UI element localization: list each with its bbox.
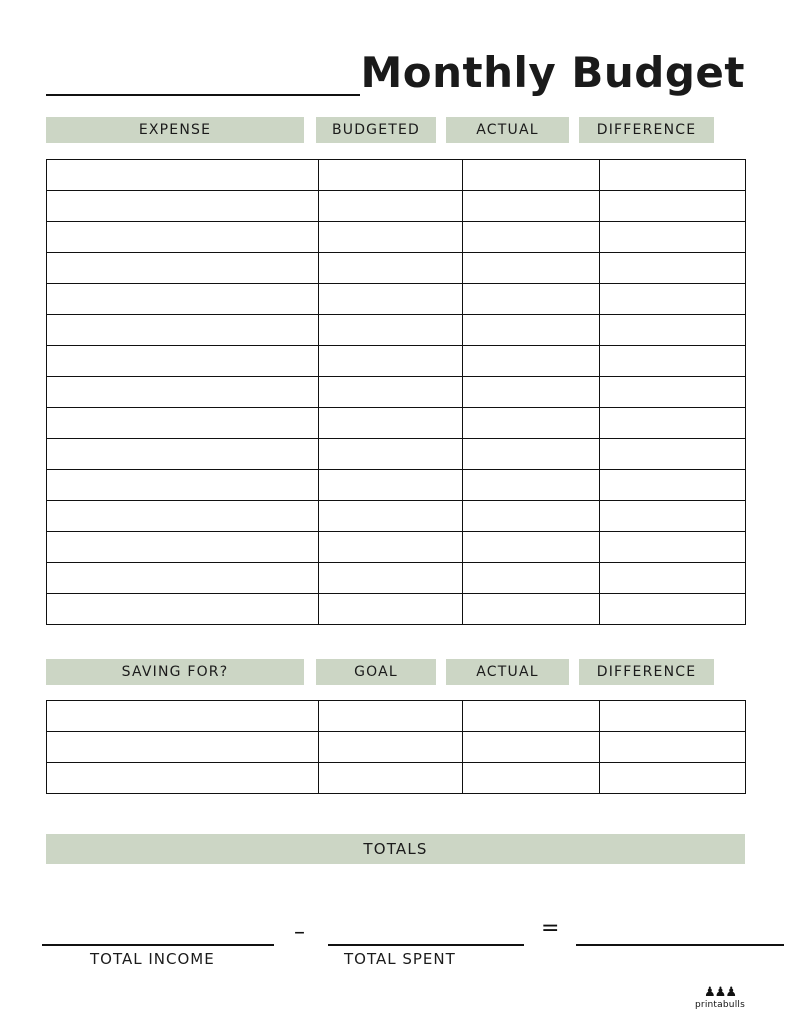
cell-actual[interactable] xyxy=(463,732,600,763)
spacer xyxy=(436,659,446,685)
cell-actual[interactable] xyxy=(463,594,600,625)
cell-actual[interactable] xyxy=(463,191,600,222)
cell-actual[interactable] xyxy=(463,763,600,794)
cell-difference[interactable] xyxy=(600,253,746,284)
table-row[interactable] xyxy=(47,470,746,501)
total-spent-line[interactable] xyxy=(328,944,524,946)
cell-goal[interactable] xyxy=(319,701,463,732)
cell-actual[interactable] xyxy=(463,253,600,284)
table-row[interactable] xyxy=(47,160,746,191)
cell-budgeted[interactable] xyxy=(319,408,463,439)
table-row[interactable] xyxy=(47,701,746,732)
savings-table xyxy=(46,700,746,794)
cell-expense[interactable] xyxy=(47,253,319,284)
cell-budgeted[interactable] xyxy=(319,377,463,408)
cell-goal[interactable] xyxy=(319,763,463,794)
header-label-actual: ACTUAL xyxy=(476,122,539,138)
cell-expense[interactable] xyxy=(47,377,319,408)
total-income-line[interactable] xyxy=(42,944,274,946)
header-label-budgeted: BUDGETED xyxy=(331,122,421,138)
header-cell-saving-for xyxy=(46,659,304,685)
header-label-saving-for: SAVING FOR? xyxy=(121,664,229,680)
cell-actual[interactable] xyxy=(463,408,600,439)
cell-difference[interactable] xyxy=(600,732,746,763)
cell-budgeted[interactable] xyxy=(319,284,463,315)
cell-expense[interactable] xyxy=(47,532,319,563)
cell-expense[interactable] xyxy=(47,470,319,501)
cell-actual[interactable] xyxy=(463,532,600,563)
totals-equation xyxy=(36,918,755,988)
month-write-in-line[interactable] xyxy=(46,50,360,96)
cell-saving-for[interactable] xyxy=(47,701,319,732)
header-label-goal: GOAL xyxy=(354,664,398,680)
expense-table-body xyxy=(47,160,746,625)
header-cell-budgeted xyxy=(316,117,436,143)
cell-expense[interactable] xyxy=(47,160,319,191)
cell-budgeted[interactable] xyxy=(319,346,463,377)
expense-table xyxy=(46,159,746,625)
cell-budgeted[interactable] xyxy=(319,501,463,532)
cell-budgeted[interactable] xyxy=(319,191,463,222)
cell-difference[interactable] xyxy=(600,763,746,794)
cell-actual[interactable] xyxy=(463,563,600,594)
table-row[interactable] xyxy=(47,439,746,470)
table-row[interactable] xyxy=(47,191,746,222)
cell-actual[interactable] xyxy=(463,315,600,346)
cell-actual[interactable] xyxy=(463,346,600,377)
cell-actual[interactable] xyxy=(463,222,600,253)
cell-budgeted[interactable] xyxy=(319,594,463,625)
totals-label: TOTALS xyxy=(363,840,428,858)
table-row[interactable] xyxy=(47,315,746,346)
cell-budgeted[interactable] xyxy=(319,160,463,191)
cell-expense[interactable] xyxy=(47,222,319,253)
total-spent-label: TOTAL SPENT xyxy=(344,950,456,968)
cell-budgeted[interactable] xyxy=(319,222,463,253)
table-row[interactable] xyxy=(47,763,746,794)
table-row[interactable] xyxy=(47,532,746,563)
cell-difference[interactable] xyxy=(600,191,746,222)
table-row[interactable] xyxy=(47,732,746,763)
table-row[interactable] xyxy=(47,253,746,284)
savings-column-headers xyxy=(46,659,745,685)
table-row[interactable] xyxy=(47,377,746,408)
table-row[interactable] xyxy=(47,346,746,377)
cell-difference[interactable] xyxy=(600,439,746,470)
cell-difference[interactable] xyxy=(600,594,746,625)
brand-name: printabulls xyxy=(695,1000,745,1010)
table-row[interactable] xyxy=(47,563,746,594)
savings-table-body xyxy=(47,701,746,794)
cell-expense[interactable] xyxy=(47,439,319,470)
remaining-line[interactable] xyxy=(576,944,784,946)
cell-saving-for[interactable] xyxy=(47,732,319,763)
cell-budgeted[interactable] xyxy=(319,470,463,501)
spacer xyxy=(304,659,316,685)
bull-icon: ♟♟♟ xyxy=(704,985,736,1000)
cell-budgeted[interactable] xyxy=(319,315,463,346)
header-label-difference: DIFFERENCE xyxy=(596,122,697,138)
spacer xyxy=(569,659,579,685)
table-row[interactable] xyxy=(47,284,746,315)
cell-difference[interactable] xyxy=(600,470,746,501)
total-income-label: TOTAL INCOME xyxy=(90,950,215,968)
cell-budgeted[interactable] xyxy=(319,563,463,594)
cell-difference[interactable] xyxy=(600,377,746,408)
totals-band xyxy=(46,834,745,864)
cell-expense[interactable] xyxy=(47,346,319,377)
spacer xyxy=(436,117,446,143)
cell-saving-for[interactable] xyxy=(47,763,319,794)
header-cell-savings-difference xyxy=(579,659,714,685)
page-header xyxy=(46,34,745,96)
header-cell-goal xyxy=(316,659,436,685)
cell-expense[interactable] xyxy=(47,284,319,315)
cell-actual[interactable] xyxy=(463,284,600,315)
brand-logo xyxy=(689,987,751,1010)
cell-goal[interactable] xyxy=(319,732,463,763)
header-label-savings-difference: DIFFERENCE xyxy=(596,664,697,680)
cell-actual[interactable] xyxy=(463,701,600,732)
cell-actual[interactable] xyxy=(463,377,600,408)
cell-expense[interactable] xyxy=(47,501,319,532)
cell-difference[interactable] xyxy=(600,222,746,253)
cell-expense[interactable] xyxy=(47,594,319,625)
cell-difference[interactable] xyxy=(600,346,746,377)
header-label-expense: EXPENSE xyxy=(138,122,212,138)
cell-budgeted[interactable] xyxy=(319,439,463,470)
cell-difference[interactable] xyxy=(600,532,746,563)
cell-difference[interactable] xyxy=(600,408,746,439)
cell-actual[interactable] xyxy=(463,439,600,470)
header-cell-actual xyxy=(446,117,569,143)
cell-expense[interactable] xyxy=(47,315,319,346)
header-cell-difference xyxy=(579,117,714,143)
cell-actual[interactable] xyxy=(463,501,600,532)
cell-expense[interactable] xyxy=(47,408,319,439)
table-row[interactable] xyxy=(47,501,746,532)
cell-budgeted[interactable] xyxy=(319,532,463,563)
cell-budgeted[interactable] xyxy=(319,253,463,284)
header-label-savings-actual: ACTUAL xyxy=(476,664,539,680)
spacer xyxy=(569,117,579,143)
table-row[interactable] xyxy=(47,408,746,439)
equals-symbol: = xyxy=(541,916,560,941)
page-title: Monthly Budget xyxy=(360,48,745,97)
cell-actual[interactable] xyxy=(463,470,600,501)
minus-symbol: – xyxy=(294,920,305,945)
cell-difference[interactable] xyxy=(600,501,746,532)
spacer xyxy=(304,117,316,143)
cell-actual[interactable] xyxy=(463,160,600,191)
expense-column-headers xyxy=(46,117,745,143)
header-cell-savings-actual xyxy=(446,659,569,685)
cell-difference[interactable] xyxy=(600,315,746,346)
cell-difference[interactable] xyxy=(600,563,746,594)
cell-difference[interactable] xyxy=(600,160,746,191)
cell-expense[interactable] xyxy=(47,191,319,222)
table-row[interactable] xyxy=(47,594,746,625)
table-row[interactable] xyxy=(47,222,746,253)
cell-expense[interactable] xyxy=(47,563,319,594)
cell-difference[interactable] xyxy=(600,701,746,732)
header-cell-expense xyxy=(46,117,304,143)
cell-difference[interactable] xyxy=(600,284,746,315)
